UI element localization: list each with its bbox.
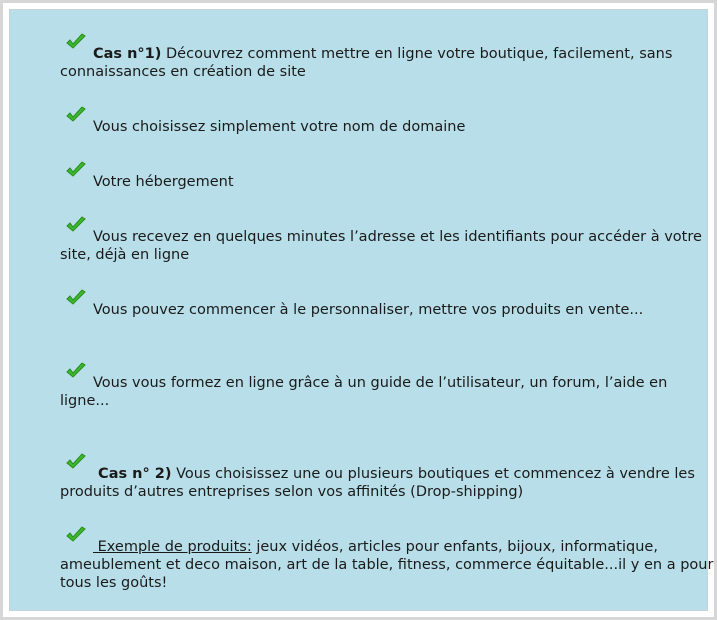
item-lead: Cas n°1) [93, 46, 162, 62]
item-text: Vous vous formez en ligne grâce à un guide de l’utilisateur, un forum, l’aide en ligne... [60, 375, 668, 409]
item-text: Vous choisissez une ou plusieurs boutiques et commencez à vendre les produits d’autres entreprises selon vos affinités (Drop-shipping) [60, 466, 695, 500]
list-item [60, 168, 717, 191]
list-item [60, 369, 717, 410]
info-panel [9, 9, 714, 611]
checkmark-icon [65, 161, 87, 179]
item-text: Vous pouvez commencer à le personnaliser, mettre vos produits en vente... [93, 302, 644, 318]
item-lead: Exemple de produits: [93, 539, 252, 555]
list-item [60, 40, 717, 81]
list-item [60, 460, 717, 501]
item-text: Vous choisissez simplement votre nom de domaine [93, 119, 466, 135]
checkmark-icon [65, 526, 87, 544]
list-item [60, 533, 717, 592]
item-text: Découvrez comment mettre en ligne votre boutique, facilement, sans connaissances en création de site [60, 46, 673, 80]
checkmark-icon [65, 362, 87, 380]
checkmark-icon [65, 106, 87, 124]
checkmark-icon [65, 216, 87, 234]
list-item [60, 113, 717, 136]
list-item [60, 296, 717, 319]
item-text: Votre hébergement [93, 174, 234, 190]
checkmark-icon [65, 289, 87, 307]
list-item [60, 223, 717, 264]
item-lead: Cas n° 2) [93, 466, 172, 482]
item-text: jeux vidéos, articles pour enfants, bijoux, informatique, ameublement et deco maison, art de la table, fitness, commerce équitable...il y en a pour tous les goûts! [60, 539, 714, 591]
checkmark-icon [65, 33, 87, 51]
item-text: Vous recevez en quelques minutes l’adresse et les identifiants pour accéder à votre site, déjà en ligne [60, 229, 702, 263]
checkmark-icon [65, 453, 87, 471]
